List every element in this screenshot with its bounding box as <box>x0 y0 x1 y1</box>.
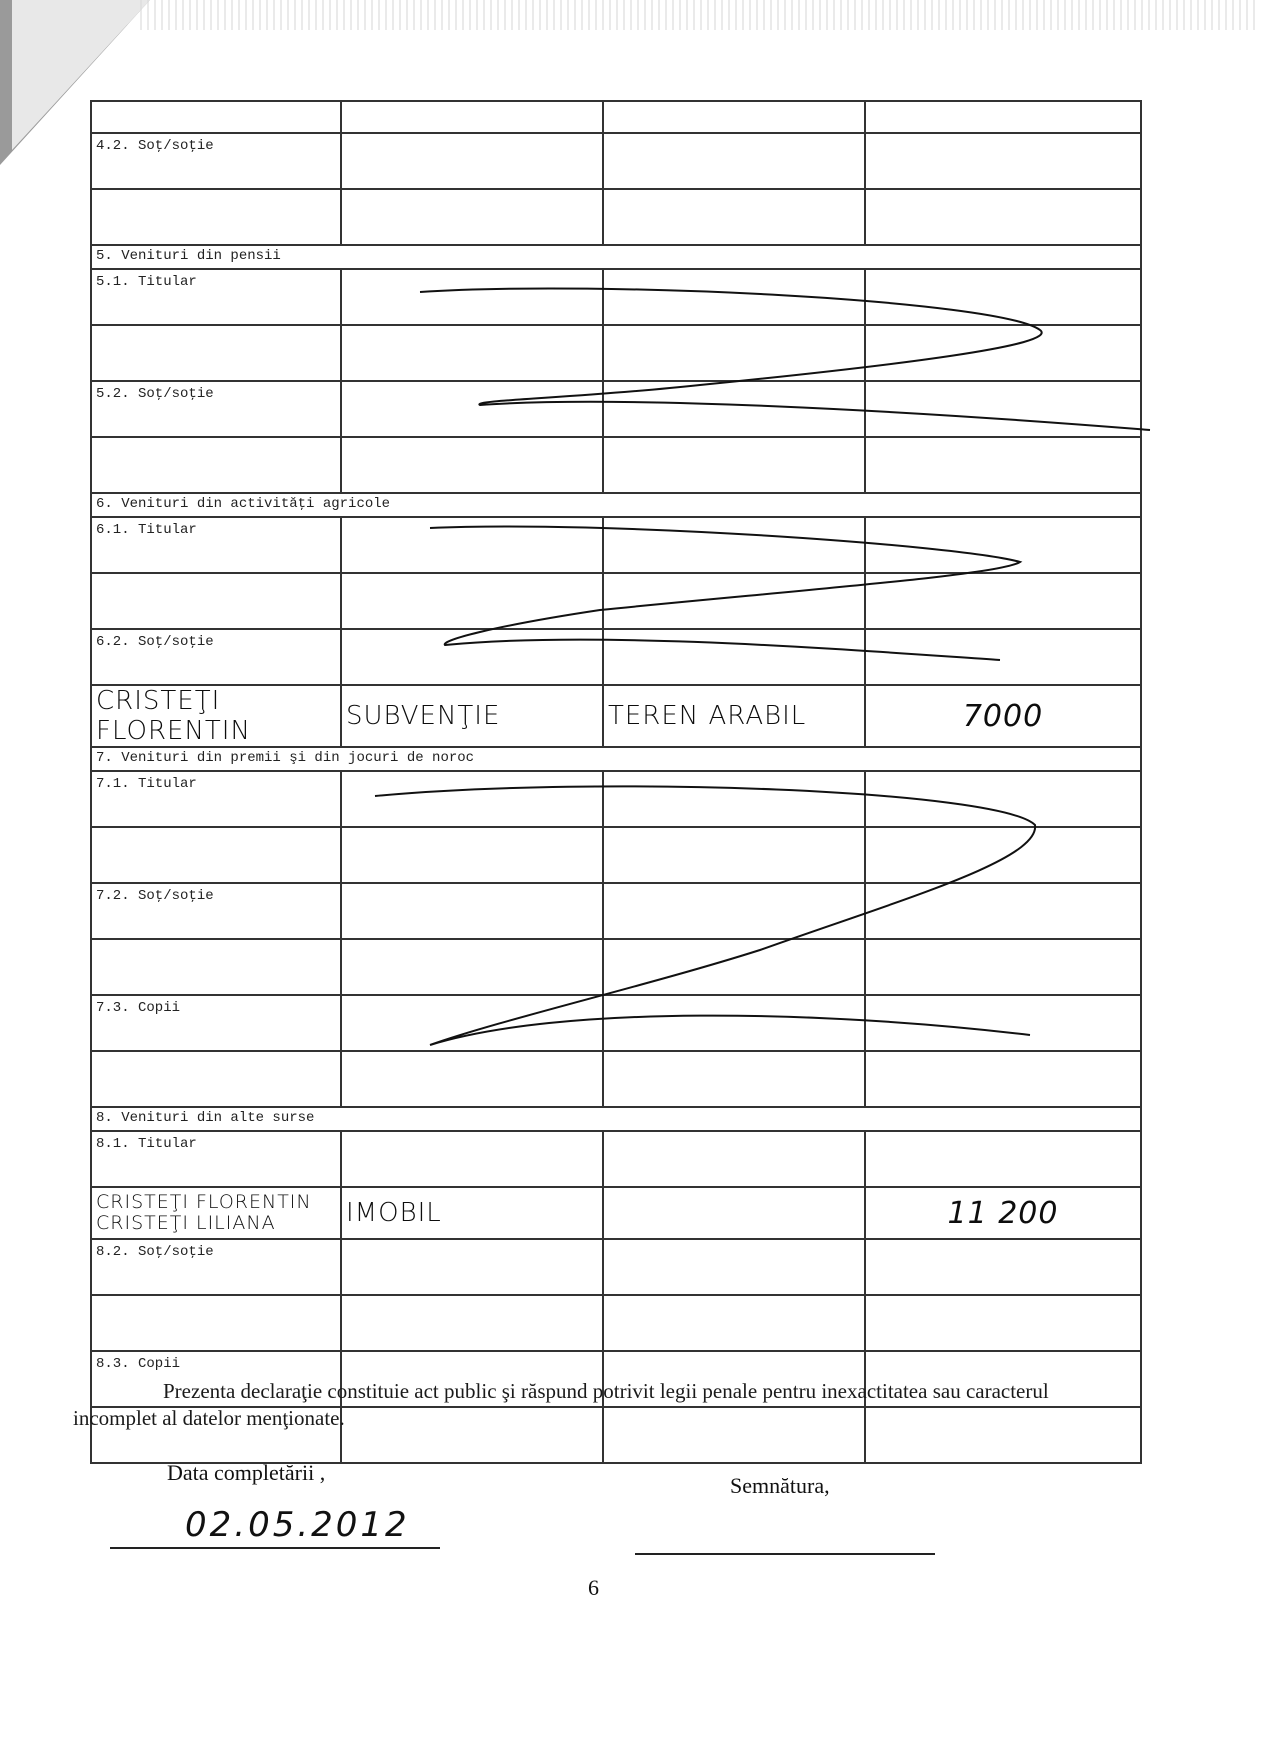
empty-cell <box>865 325 1141 381</box>
row-label: 8.3. Copii <box>91 1351 341 1407</box>
row-label: 6.2. Soţ/soţie <box>91 629 341 685</box>
empty-cell <box>341 1295 603 1351</box>
empty-cell <box>865 1239 1141 1295</box>
row-label: 7.1. Titular <box>91 771 341 827</box>
row-label: 6.1. Titular <box>91 517 341 573</box>
empty-cell <box>603 381 865 437</box>
empty-cell <box>341 771 603 827</box>
empty-cell <box>865 101 1141 133</box>
empty-cell <box>603 939 865 995</box>
handwritten-cell: 11 200 <box>865 1187 1141 1239</box>
table-row <box>91 573 1141 629</box>
empty-cell <box>341 1051 603 1107</box>
empty-cell <box>865 381 1141 437</box>
handwritten-cell: IMOBIL <box>341 1187 603 1239</box>
table-row <box>91 325 1141 381</box>
empty-cell <box>341 629 603 685</box>
empty-cell <box>603 189 865 245</box>
row-label <box>91 101 341 133</box>
table-row <box>91 1131 1141 1187</box>
empty-cell <box>865 269 1141 325</box>
empty-cell <box>341 269 603 325</box>
table-row <box>91 1187 1141 1239</box>
empty-cell <box>341 517 603 573</box>
table-row <box>91 1295 1141 1351</box>
empty-cell <box>603 883 865 939</box>
empty-cell <box>865 1131 1141 1187</box>
row-label <box>91 325 341 381</box>
row-label <box>91 1295 341 1351</box>
table-row <box>91 883 1141 939</box>
empty-cell <box>865 629 1141 685</box>
empty-cell <box>341 995 603 1051</box>
income-declaration-table <box>90 100 1142 1464</box>
table-row <box>91 995 1141 1051</box>
table-row <box>91 269 1141 325</box>
empty-cell <box>603 827 865 883</box>
handwritten-cell: SUBVENŢIE <box>341 685 603 747</box>
table-row <box>91 827 1141 883</box>
table-row <box>91 1239 1141 1295</box>
row-label <box>91 189 341 245</box>
table-row <box>91 101 1141 133</box>
empty-cell <box>603 325 865 381</box>
empty-cell <box>603 1295 865 1351</box>
table-row <box>91 1051 1141 1107</box>
table-row <box>91 939 1141 995</box>
row-label: 4.2. Soţ/soţie <box>91 133 341 189</box>
empty-cell <box>341 189 603 245</box>
section-header-row <box>91 747 1141 771</box>
row-label <box>91 437 341 493</box>
row-label: 7.3. Copii <box>91 995 341 1051</box>
empty-cell <box>603 771 865 827</box>
empty-cell <box>865 1295 1141 1351</box>
section-title: 8. Venituri din alte surse <box>91 1107 1141 1131</box>
signature-line <box>635 1553 935 1555</box>
handwritten-cell: CRISTEŢI FLORENTIN CRISTEŢI LILIANA <box>91 1187 341 1239</box>
empty-cell <box>603 1051 865 1107</box>
section-header-row <box>91 1107 1141 1131</box>
signature-label: Semnătura, <box>730 1473 830 1498</box>
completion-date-value: 02.05.2012 <box>185 1505 410 1545</box>
empty-cell <box>865 133 1141 189</box>
empty-cell <box>865 771 1141 827</box>
row-label <box>91 1051 341 1107</box>
row-label: 7.2. Soţ/soţie <box>91 883 341 939</box>
section-title: 6. Venituri din activităţi agricole <box>91 493 1141 517</box>
empty-cell <box>603 517 865 573</box>
empty-cell <box>341 939 603 995</box>
table-row <box>91 189 1141 245</box>
row-label: 8.2. Soţ/soţie <box>91 1239 341 1295</box>
empty-cell <box>865 517 1141 573</box>
row-label <box>91 939 341 995</box>
empty-cell <box>341 437 603 493</box>
completion-date-label: Data completării , <box>167 1460 326 1485</box>
section-title: 7. Venituri din premii şi din jocuri de noroc <box>91 747 1141 771</box>
empty-cell <box>865 939 1141 995</box>
empty-cell <box>865 573 1141 629</box>
table-row <box>91 685 1141 747</box>
row-label <box>91 827 341 883</box>
handwritten-cell: TEREN ARABIL <box>603 685 865 747</box>
empty-cell <box>603 1239 865 1295</box>
empty-cell <box>865 995 1141 1051</box>
empty-cell <box>341 133 603 189</box>
section-title: 5. Venituri din pensii <box>91 245 1141 269</box>
empty-cell <box>865 827 1141 883</box>
table-row <box>91 629 1141 685</box>
empty-cell <box>341 325 603 381</box>
empty-cell <box>603 269 865 325</box>
empty-cell <box>341 381 603 437</box>
handwritten-cell: 7000 <box>865 685 1141 747</box>
empty-cell <box>603 101 865 133</box>
empty-cell <box>341 827 603 883</box>
empty-cell <box>341 883 603 939</box>
row-label: 5.2. Soţ/soţie <box>91 381 341 437</box>
table-row <box>91 517 1141 573</box>
empty-cell <box>603 573 865 629</box>
table-row <box>91 437 1141 493</box>
row-label: 8.1. Titular <box>91 1131 341 1187</box>
legal-statement: Prezenta declaraţie constituie act public şi răspund potrivit legii penale pentru inexactitatea sau caracterul incomplet al datelor menţionate. <box>73 1379 1049 1430</box>
row-label: 5.1. Titular <box>91 269 341 325</box>
date-underline <box>110 1547 440 1549</box>
empty-cell <box>865 189 1141 245</box>
empty-cell <box>603 1131 865 1187</box>
handwritten-cell <box>603 1187 865 1239</box>
empty-cell <box>865 1051 1141 1107</box>
handwritten-cell: CRISTEŢI FLORENTIN <box>91 685 341 747</box>
empty-cell <box>341 101 603 133</box>
table-row <box>91 133 1141 189</box>
scan-noise-strip <box>140 0 1255 30</box>
empty-cell <box>341 1239 603 1295</box>
empty-cell <box>341 1131 603 1187</box>
section-header-row <box>91 493 1141 517</box>
empty-cell <box>341 573 603 629</box>
empty-cell <box>603 437 865 493</box>
section-header-row <box>91 245 1141 269</box>
row-label <box>91 573 341 629</box>
empty-cell <box>603 629 865 685</box>
page-number: 6 <box>588 1575 599 1600</box>
empty-cell <box>603 995 865 1051</box>
empty-cell <box>603 133 865 189</box>
empty-cell <box>865 883 1141 939</box>
table-row <box>91 381 1141 437</box>
empty-cell <box>865 437 1141 493</box>
table-row <box>91 771 1141 827</box>
